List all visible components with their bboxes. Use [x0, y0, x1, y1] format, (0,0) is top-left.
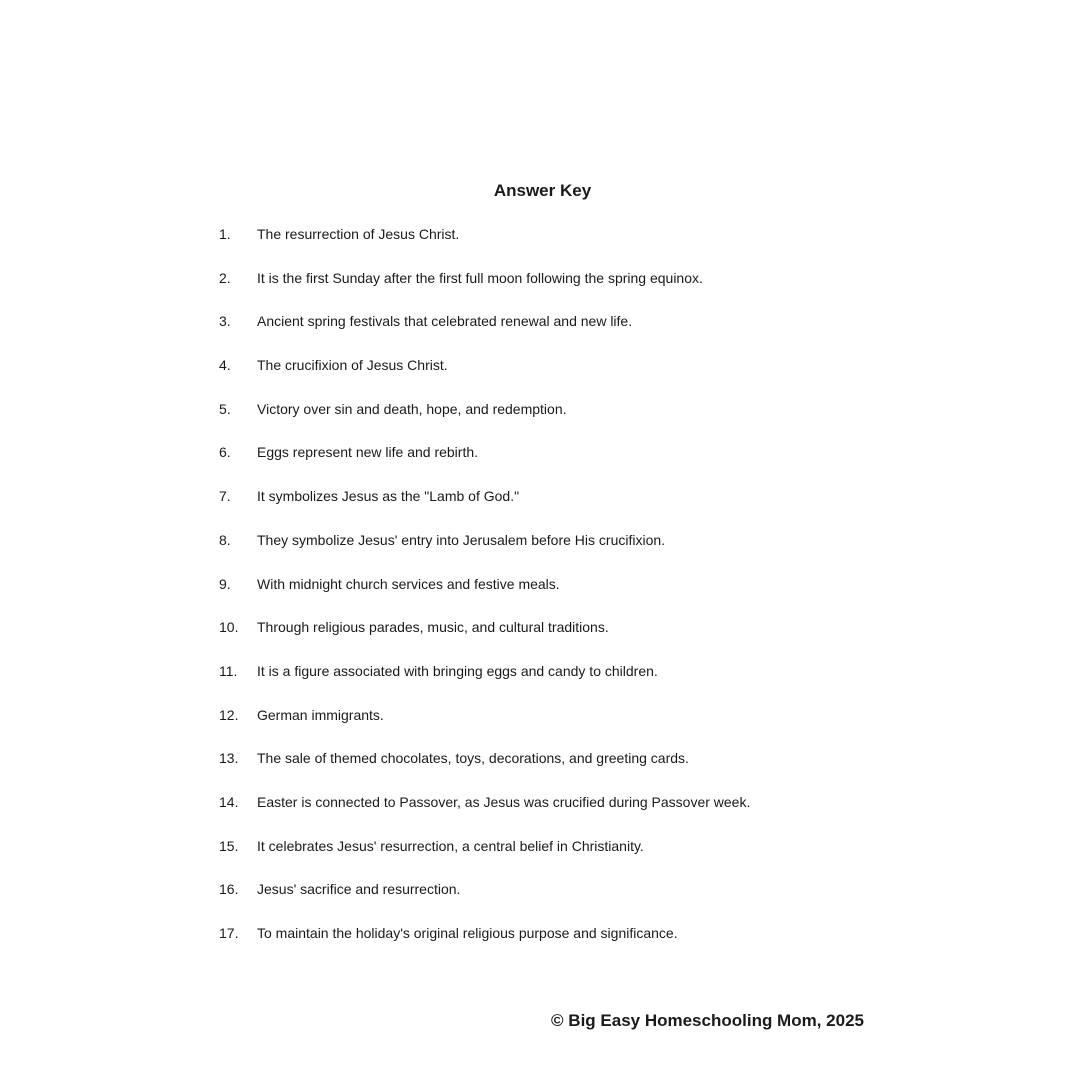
answer-number: 9.	[219, 575, 231, 592]
answer-text: The crucifixion of Jesus Christ.	[257, 357, 448, 374]
answer-text: Jesus' sacrifice and resurrection.	[257, 881, 461, 898]
answer-text: Easter is connected to Passover, as Jesus was crucified during Passover week.	[257, 793, 751, 810]
answer-number: 3.	[219, 313, 231, 330]
answer-number: 17.	[219, 925, 239, 941]
answer-number: 2.	[219, 269, 231, 286]
answer-text: To maintain the holiday's original religious purpose and significance.	[257, 925, 678, 941]
answer-number: 7.	[219, 488, 231, 505]
answer-text: The sale of themed chocolates, toys, decorations, and greeting cards.	[257, 750, 689, 767]
answer-text: It symbolizes Jesus as the "Lamb of God."	[257, 488, 520, 505]
answer-text: It is a figure associated with bringing eggs and candy to children.	[257, 662, 658, 679]
answer-number: 8.	[219, 531, 231, 548]
answer-number: 10.	[219, 619, 239, 636]
answer-text: It celebrates Jesus' resurrection, a central belief in Christianity.	[257, 837, 644, 854]
answer-text: Through religious parades, music, and cultural traditions.	[257, 619, 609, 636]
answer-text: The resurrection of Jesus Christ.	[257, 226, 460, 242]
answer-number: 6.	[219, 444, 231, 461]
answer-number: 16.	[219, 881, 239, 898]
copyright-notice: © Big Easy Homeschooling Mom, 2025	[551, 1011, 864, 1030]
answer-number: 12.	[219, 706, 239, 723]
answer-text: They symbolize Jesus' entry into Jerusalem before His crucifixion.	[257, 531, 666, 548]
answer-text: It is the first Sunday after the first full moon following the spring equinox.	[257, 269, 703, 286]
answer-number: 13.	[219, 750, 239, 767]
answer-number: 15.	[219, 837, 239, 854]
answer-number: 14.	[219, 793, 239, 810]
answer-number: 5.	[219, 400, 231, 417]
answer-text: Eggs represent new life and rebirth.	[257, 444, 479, 461]
page-title: Answer Key	[493, 181, 592, 200]
answer-number: 1.	[219, 226, 231, 242]
answer-text: With midnight church services and festive meals.	[257, 575, 560, 592]
answer-number: 11.	[219, 662, 238, 679]
answer-text: Victory over sin and death, hope, and redemption.	[257, 400, 567, 417]
answer-text: Ancient spring festivals that celebrated renewal and new life.	[257, 313, 633, 330]
answer-text: German immigrants.	[257, 706, 384, 723]
answer-number: 4.	[219, 357, 231, 374]
